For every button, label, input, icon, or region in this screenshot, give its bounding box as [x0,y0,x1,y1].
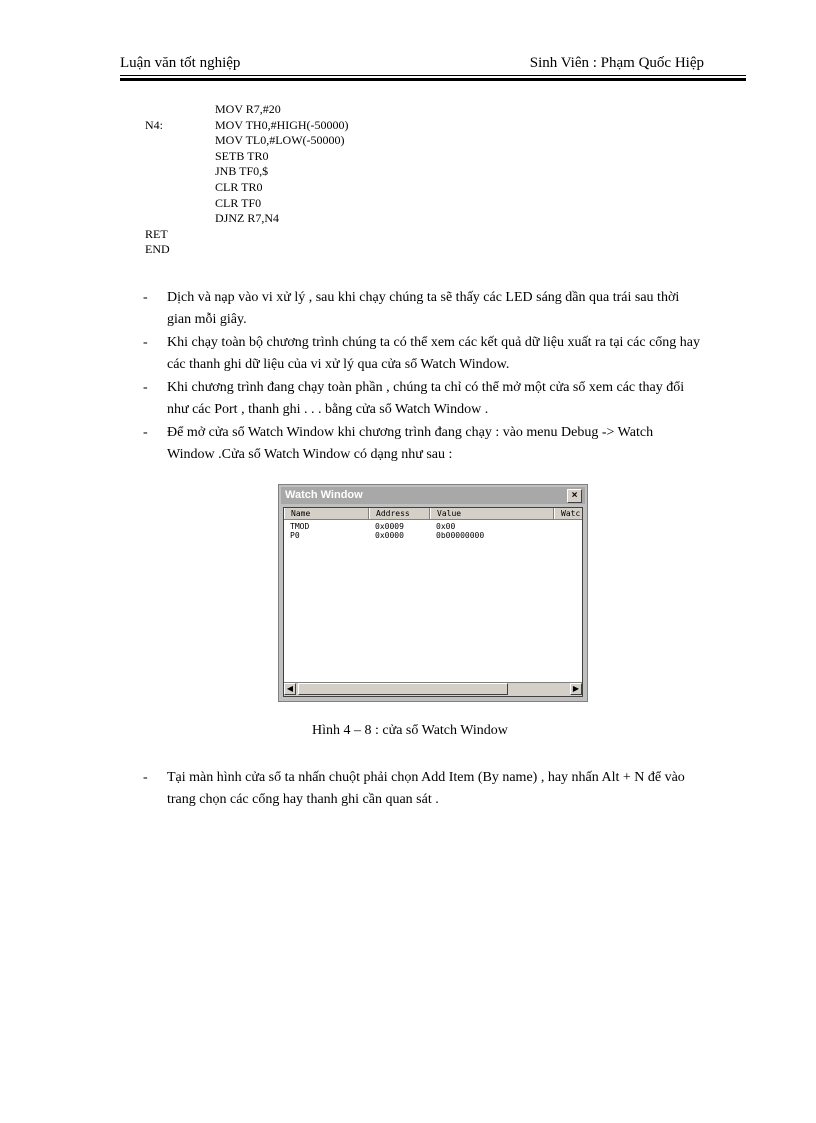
close-icon[interactable]: × [567,489,582,503]
watch-list-panel [283,507,583,697]
instruction-list-2 [143,767,713,812]
page-header [120,55,746,75]
table-row[interactable]: P0 0x0000 0b00000000 [290,531,485,540]
figure-caption: Hình 4 – 8 : cửa sổ Watch Window [312,723,508,738]
watch-column-headers [284,508,582,520]
header-rule-thin [120,75,746,76]
header-thesis-title: Luận văn tốt nghiệp [120,55,241,71]
list-item: - Dịch và nạp vào vi xử lý , sau khi chạy chúng ta sẽ thấy các LED sáng dần qua trái sau thời gian mỗi giây. [143,287,703,331]
list-item: - Để mở cửa sổ Watch Window khi chương trình đang chạy : vào menu Debug -> Watch Window .Cửa sổ Watch Window có dạng như sau : [143,422,703,466]
watch-window-screenshot [278,484,588,702]
table-row[interactable]: TMOD 0x0009 0x00 [290,522,456,531]
bullet-dash: - [143,425,148,440]
bullet-dash: - [143,335,148,350]
list-item: - Khi chương trình đang chạy toàn phần , chúng ta chỉ có thể mở một cửa sổ xem các thay đổi như các Port , thanh ghi . . . bằng cửa sổ Watch Window . [143,377,703,421]
column-header-value[interactable]: Value [430,508,554,519]
list-item: - Tại màn hình cửa sổ ta nhấn chuột phải chọn Add Item (By name) , hay nhấn Alt + N để vào trang chọn các cổng hay thanh ghi cần quan sát . [143,767,713,811]
bullet-dash: - [143,290,148,305]
scroll-right-icon[interactable]: ▶ [570,683,582,695]
instruction-list [143,287,703,467]
header-rule-thick [120,78,746,81]
scrollbar-thumb[interactable] [298,683,508,695]
column-header-address[interactable]: Address [369,508,430,519]
scroll-left-icon[interactable]: ◀ [284,683,296,695]
watch-window-titlebar [281,487,585,504]
header-student-name: Sinh Viên : Phạm Quốc Hiệp [529,55,704,71]
column-header-name[interactable]: Name [284,508,369,519]
list-item: - Khi chạy toàn bộ chương trình chúng ta có thể xem các kết quả dữ liệu xuất ra tại các cổng hay các thanh ghi dữ liệu của vi xử lý qua cửa sổ Watch Window. [143,332,703,376]
horizontal-scrollbar[interactable] [284,682,582,696]
bullet-dash: - [143,380,148,395]
bullet-dash: - [143,770,148,785]
watch-window-title: Watch Window [285,489,363,501]
column-header-watch[interactable]: Watc [554,508,583,519]
